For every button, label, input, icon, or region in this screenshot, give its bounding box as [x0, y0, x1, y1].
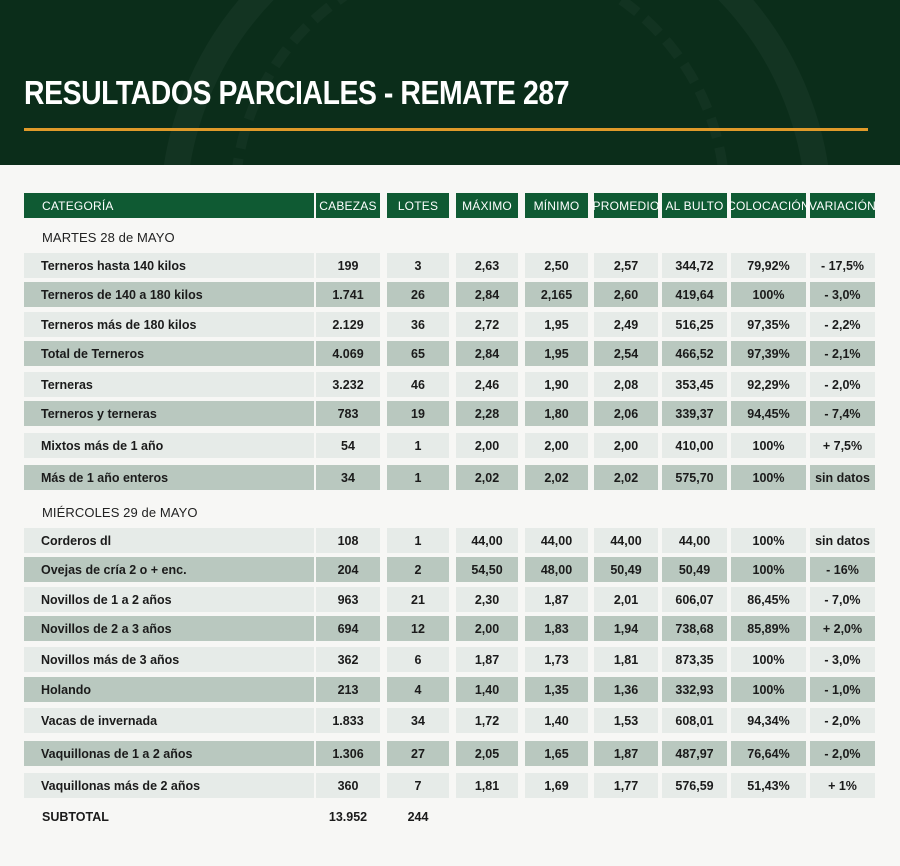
cell-colocacion: 97,39% — [731, 341, 806, 366]
cell-lotes: 26 — [387, 282, 449, 307]
cell-variacion: sin datos — [810, 528, 875, 553]
cell-maximo: 54,50 — [456, 557, 518, 582]
cell-al-bulto: 410,00 — [662, 433, 727, 458]
cell-variacion: - 2,1% — [810, 341, 875, 366]
cell-colocacion: 100% — [731, 528, 806, 553]
column-header-variacion: VARIACIÓN — [810, 193, 875, 218]
cell-variacion: - 3,0% — [810, 647, 875, 672]
cell-minimo: 2,50 — [525, 253, 588, 278]
column-header-categoria: CATEGORÍA — [24, 193, 314, 218]
cell-minimo: 1,95 — [525, 341, 588, 366]
cell-colocacion: 76,64% — [731, 741, 806, 766]
cell-lotes: 6 — [387, 647, 449, 672]
cell-lotes: 2 — [387, 557, 449, 582]
cell-lotes: 36 — [387, 312, 449, 337]
table-row — [0, 465, 900, 490]
cell-categoria: Vaquillonas de 1 a 2 años — [24, 741, 314, 766]
cell-categoria: Mixtos más de 1 año — [24, 433, 314, 458]
cell-categoria: Novillos más de 3 años — [24, 647, 314, 672]
column-header-maximo: MÁXIMO — [456, 193, 518, 218]
cell-lotes: 12 — [387, 616, 449, 641]
cell-lotes: 1 — [387, 433, 449, 458]
cell-maximo: 2,05 — [456, 741, 518, 766]
table-row — [0, 433, 900, 458]
cell-al-bulto: 466,52 — [662, 341, 727, 366]
cell-maximo: 2,02 — [456, 465, 518, 490]
cell-al-bulto: 608,01 — [662, 708, 727, 733]
cell-variacion: - 7,0% — [810, 587, 875, 612]
cell-colocacion: 97,35% — [731, 312, 806, 337]
cell-colocacion: 100% — [731, 282, 806, 307]
cell-promedio: 2,60 — [594, 282, 658, 307]
cell-al-bulto: 332,93 — [662, 677, 727, 702]
cell-variacion: sin datos — [810, 465, 875, 490]
cell-lotes: 46 — [387, 372, 449, 397]
cell-variacion: - 17,5% — [810, 253, 875, 278]
cell-categoria: Vaquillonas más de 2 años — [24, 773, 314, 798]
section-heading: MIÉRCOLES 29 de MAYO — [42, 505, 198, 520]
cell-categoria: Terneros más de 180 kilos — [24, 312, 314, 337]
column-header-promedio: PROMEDIO — [594, 193, 658, 218]
cell-maximo: 2,28 — [456, 401, 518, 426]
cell-colocacion: 100% — [731, 557, 806, 582]
cell-lotes: 27 — [387, 741, 449, 766]
cell-maximo: 2,46 — [456, 372, 518, 397]
header-banner — [0, 0, 900, 165]
cell-variacion: + 7,5% — [810, 433, 875, 458]
cell-cabezas: 1.306 — [316, 741, 380, 766]
cell-promedio: 1,87 — [594, 741, 658, 766]
cell-maximo: 1,87 — [456, 647, 518, 672]
table-row — [0, 312, 900, 337]
cell-categoria: Ovejas de cría 2 o + enc. — [24, 557, 314, 582]
cell-minimo: 2,165 — [525, 282, 588, 307]
cell-categoria: Terneros y terneras — [24, 401, 314, 426]
cell-colocacion: 94,34% — [731, 708, 806, 733]
table-row — [0, 401, 900, 426]
cell-categoria: Total de Terneros — [24, 341, 314, 366]
cell-categoria: Vacas de invernada — [24, 708, 314, 733]
cell-variacion: - 7,4% — [810, 401, 875, 426]
cell-categoria: Terneras — [24, 372, 314, 397]
cell-cabezas: 694 — [316, 616, 380, 641]
subtotal-label: SUBTOTAL — [42, 810, 109, 824]
cell-maximo: 44,00 — [456, 528, 518, 553]
column-header-minimo: MÍNIMO — [525, 193, 588, 218]
cell-categoria: Novillos de 2 a 3 años — [24, 616, 314, 641]
cell-al-bulto: 487,97 — [662, 741, 727, 766]
cell-promedio: 1,94 — [594, 616, 658, 641]
cell-categoria: Corderos dl — [24, 528, 314, 553]
cell-variacion: + 1% — [810, 773, 875, 798]
cell-al-bulto: 419,64 — [662, 282, 727, 307]
cell-minimo: 2,02 — [525, 465, 588, 490]
table-row — [0, 587, 900, 612]
cell-cabezas: 1.833 — [316, 708, 380, 733]
cell-maximo: 2,72 — [456, 312, 518, 337]
page-title: RESULTADOS PARCIALES - REMATE 287 — [24, 74, 570, 111]
subtotal-lotes: 244 — [407, 810, 429, 824]
cell-minimo: 1,65 — [525, 741, 588, 766]
cell-colocacion: 94,45% — [731, 401, 806, 426]
table-row — [0, 647, 900, 672]
cell-minimo: 44,00 — [525, 528, 588, 553]
cell-lotes: 65 — [387, 341, 449, 366]
cell-cabezas: 213 — [316, 677, 380, 702]
cell-minimo: 48,00 — [525, 557, 588, 582]
cell-maximo: 2,00 — [456, 433, 518, 458]
column-header-cabezas: CABEZAS — [316, 193, 380, 218]
cell-colocacion: 100% — [731, 647, 806, 672]
cell-al-bulto: 873,35 — [662, 647, 727, 672]
cell-variacion: - 2,2% — [810, 312, 875, 337]
cell-al-bulto: 606,07 — [662, 587, 727, 612]
table-row — [0, 773, 900, 798]
cell-lotes: 3 — [387, 253, 449, 278]
cell-al-bulto: 575,70 — [662, 465, 727, 490]
cell-lotes: 7 — [387, 773, 449, 798]
cell-promedio: 2,57 — [594, 253, 658, 278]
cell-cabezas: 1.741 — [316, 282, 380, 307]
cell-al-bulto: 576,59 — [662, 773, 727, 798]
cell-cabezas: 783 — [316, 401, 380, 426]
cell-cabezas: 34 — [316, 465, 380, 490]
cell-cabezas: 3.232 — [316, 372, 380, 397]
cell-al-bulto: 738,68 — [662, 616, 727, 641]
cell-lotes: 19 — [387, 401, 449, 426]
cell-minimo: 2,00 — [525, 433, 588, 458]
table-row — [0, 557, 900, 582]
column-header-colocacion: COLOCACIÓN — [731, 193, 806, 218]
cell-promedio: 1,81 — [594, 647, 658, 672]
cell-al-bulto: 44,00 — [662, 528, 727, 553]
cell-promedio: 2,02 — [594, 465, 658, 490]
table-row — [0, 528, 900, 553]
cell-minimo: 1,80 — [525, 401, 588, 426]
table-row — [0, 341, 900, 366]
cell-categoria: Novillos de 1 a 2 años — [24, 587, 314, 612]
table-row — [0, 616, 900, 641]
cell-promedio: 2,08 — [594, 372, 658, 397]
cell-cabezas: 199 — [316, 253, 380, 278]
cell-minimo: 1,69 — [525, 773, 588, 798]
cell-maximo: 2,30 — [456, 587, 518, 612]
cell-variacion: - 2,0% — [810, 741, 875, 766]
cell-maximo: 1,72 — [456, 708, 518, 733]
cell-al-bulto: 339,37 — [662, 401, 727, 426]
cell-lotes: 21 — [387, 587, 449, 612]
cell-promedio: 1,77 — [594, 773, 658, 798]
title-underline — [24, 128, 868, 131]
cell-variacion: + 2,0% — [810, 616, 875, 641]
cell-al-bulto: 344,72 — [662, 253, 727, 278]
cell-lotes: 1 — [387, 528, 449, 553]
cell-promedio: 2,54 — [594, 341, 658, 366]
cell-minimo: 1,87 — [525, 587, 588, 612]
cell-minimo: 1,95 — [525, 312, 588, 337]
cell-colocacion: 79,92% — [731, 253, 806, 278]
cell-categoria: Terneros de 140 a 180 kilos — [24, 282, 314, 307]
cell-cabezas: 362 — [316, 647, 380, 672]
cell-colocacion: 85,89% — [731, 616, 806, 641]
cell-al-bulto: 353,45 — [662, 372, 727, 397]
cell-promedio: 2,01 — [594, 587, 658, 612]
cell-cabezas: 360 — [316, 773, 380, 798]
cell-variacion: - 3,0% — [810, 282, 875, 307]
cell-colocacion: 100% — [731, 433, 806, 458]
section-heading: MARTES 28 de MAYO — [42, 230, 175, 245]
cell-promedio: 50,49 — [594, 557, 658, 582]
cell-minimo: 1,73 — [525, 647, 588, 672]
cell-categoria: Terneros hasta 140 kilos — [24, 253, 314, 278]
cell-al-bulto: 50,49 — [662, 557, 727, 582]
subtotal-cabezas: 13.952 — [328, 810, 368, 824]
table-row — [0, 372, 900, 397]
cell-categoria: Más de 1 año enteros — [24, 465, 314, 490]
cell-promedio: 2,06 — [594, 401, 658, 426]
cell-maximo: 2,84 — [456, 341, 518, 366]
cell-colocacion: 86,45% — [731, 587, 806, 612]
cell-minimo: 1,35 — [525, 677, 588, 702]
cell-lotes: 1 — [387, 465, 449, 490]
cell-cabezas: 2.129 — [316, 312, 380, 337]
cell-promedio: 44,00 — [594, 528, 658, 553]
cell-cabezas: 963 — [316, 587, 380, 612]
cell-colocacion: 51,43% — [731, 773, 806, 798]
cell-lotes: 4 — [387, 677, 449, 702]
cell-variacion: - 2,0% — [810, 372, 875, 397]
cell-cabezas: 204 — [316, 557, 380, 582]
cell-cabezas: 4.069 — [316, 341, 380, 366]
table-row — [0, 741, 900, 766]
cell-categoria: Holando — [24, 677, 314, 702]
cell-al-bulto: 516,25 — [662, 312, 727, 337]
cell-colocacion: 100% — [731, 465, 806, 490]
cell-colocacion: 100% — [731, 677, 806, 702]
cell-lotes: 34 — [387, 708, 449, 733]
cell-maximo: 1,40 — [456, 677, 518, 702]
cell-maximo: 2,00 — [456, 616, 518, 641]
cell-promedio: 1,36 — [594, 677, 658, 702]
table-row — [0, 677, 900, 702]
table-row — [0, 708, 900, 733]
cell-maximo: 1,81 — [456, 773, 518, 798]
cell-variacion: - 16% — [810, 557, 875, 582]
cell-cabezas: 108 — [316, 528, 380, 553]
column-header-al-bulto: AL BULTO — [662, 193, 727, 218]
cell-promedio: 1,53 — [594, 708, 658, 733]
cell-maximo: 2,84 — [456, 282, 518, 307]
cell-cabezas: 54 — [316, 433, 380, 458]
cell-promedio: 2,00 — [594, 433, 658, 458]
table-row — [0, 253, 900, 278]
cell-promedio: 2,49 — [594, 312, 658, 337]
cell-minimo: 1,83 — [525, 616, 588, 641]
cell-maximo: 2,63 — [456, 253, 518, 278]
cell-variacion: - 2,0% — [810, 708, 875, 733]
cell-minimo: 1,40 — [525, 708, 588, 733]
column-header-lotes: LOTES — [387, 193, 449, 218]
table-row — [0, 282, 900, 307]
cell-colocacion: 92,29% — [731, 372, 806, 397]
cell-variacion: - 1,0% — [810, 677, 875, 702]
cell-minimo: 1,90 — [525, 372, 588, 397]
